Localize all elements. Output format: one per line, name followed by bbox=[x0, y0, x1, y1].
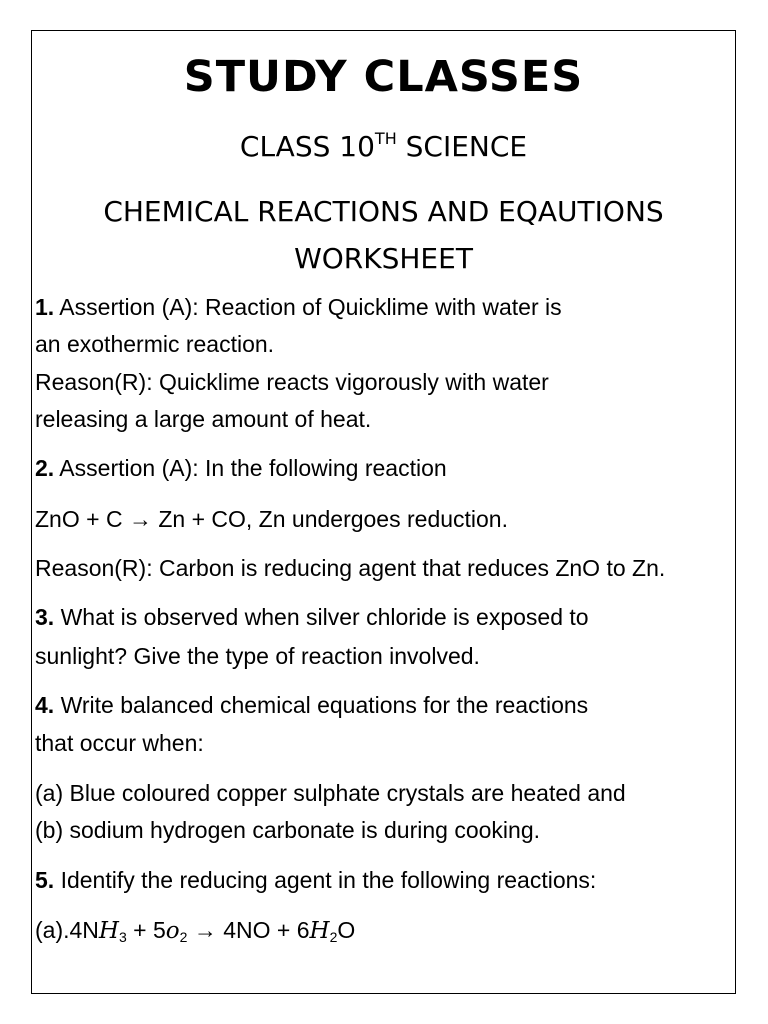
topic-heading bbox=[32, 188, 735, 282]
topic-line-1: CHEMICAL REACTIONS AND EQAUTIONS bbox=[103, 195, 664, 228]
question-1-reason: Reason(R): Quicklime reacts vigorously with water bbox=[35, 369, 549, 395]
class-subtitle bbox=[32, 130, 735, 163]
question-2-number: 2. bbox=[35, 455, 55, 481]
question-4-text: Write balanced chemical equations for the reactions bbox=[54, 692, 589, 718]
eq-label: (a).4N bbox=[35, 917, 99, 943]
topic-line-2: WORKSHEET bbox=[294, 242, 473, 275]
eq-sub-3: 3 bbox=[118, 929, 127, 945]
question-5-number: 5. bbox=[35, 867, 55, 893]
question-2-equation: ZnO + C → Zn + CO, Zn undergoes reduction. bbox=[35, 506, 508, 532]
question-3-number: 3. bbox=[35, 604, 55, 630]
eq-arrow: → 4NO + 6 bbox=[187, 917, 310, 943]
question-5-line-1 bbox=[35, 862, 735, 900]
question-1-text: Assertion (A): Reaction of Quicklime with water is bbox=[54, 294, 562, 320]
eq-plus: + 5 bbox=[126, 917, 166, 943]
question-4-number: 4. bbox=[35, 692, 55, 718]
question-1-line-2: an exothermic reaction. bbox=[35, 331, 275, 357]
question-2-line-1 bbox=[35, 450, 735, 488]
subtitle-prefix: CLASS 10 bbox=[239, 130, 375, 163]
subtitle-suffix: SCIENCE bbox=[396, 130, 528, 163]
question-4-line-2: that occur when: bbox=[35, 730, 204, 756]
question-2-reason: Reason(R): Carbon is reducing agent that reduces ZnO to Zn. bbox=[35, 555, 666, 581]
eq-sub-2b: 2 bbox=[329, 929, 338, 945]
eq-sub-2: 2 bbox=[179, 929, 188, 945]
question-1-number: 1. bbox=[35, 294, 55, 320]
question-1-line-1 bbox=[35, 289, 735, 327]
eq-h: H bbox=[98, 918, 119, 944]
question-1-line-4: releasing a large amount of heat. bbox=[35, 406, 372, 432]
eq-tail: O bbox=[337, 917, 356, 943]
question-3-line-1 bbox=[35, 599, 735, 637]
question-3-text: What is observed when silver chloride is exposed to bbox=[54, 604, 589, 630]
question-5-text: Identify the reducing agent in the following reactions: bbox=[54, 867, 597, 893]
question-4-part-a: (a) Blue coloured copper sulphate crystals are heated and bbox=[35, 780, 626, 806]
question-4-part-b: (b) sodium hydrogen carbonate is during cooking. bbox=[35, 817, 541, 843]
worksheet-title: STUDY CLASSES bbox=[183, 52, 584, 102]
eq-h2: H bbox=[309, 918, 330, 944]
eq-o: o bbox=[165, 918, 180, 944]
question-5-equation bbox=[35, 912, 735, 957]
question-4-line-1 bbox=[35, 687, 735, 725]
question-3-line-2: sunlight? Give the type of reaction involved. bbox=[35, 643, 480, 669]
subtitle-superscript: TH bbox=[374, 129, 397, 148]
question-2-text: Assertion (A): In the following reaction bbox=[54, 455, 447, 481]
